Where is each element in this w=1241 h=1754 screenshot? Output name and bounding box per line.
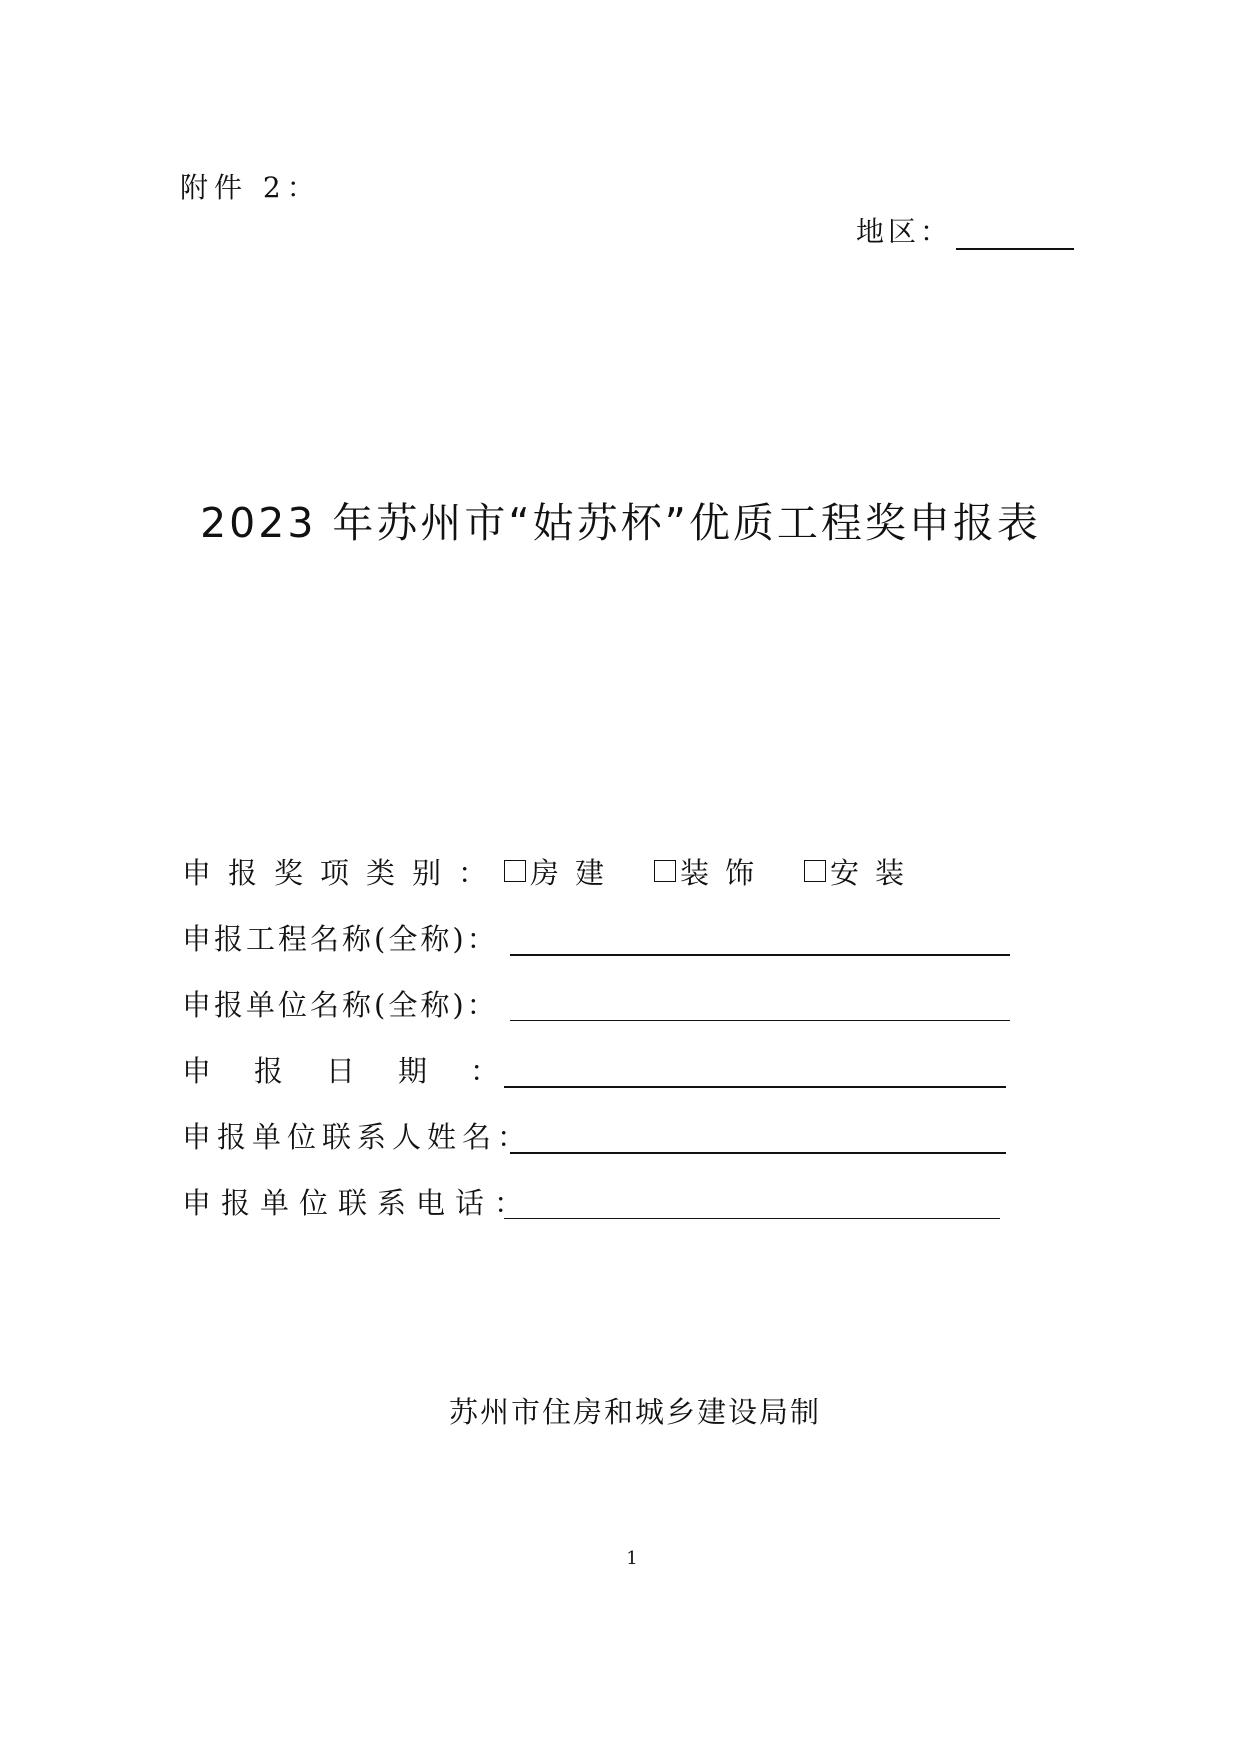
category-option-decoration[interactable]	[654, 851, 770, 892]
application-form	[182, 838, 1082, 1234]
date-input-line[interactable]	[504, 1086, 1006, 1088]
page-title: 2023 年苏州市“姑苏杯”优质工程奖申报表	[200, 499, 1041, 547]
page-number: 1	[626, 1548, 638, 1569]
project-name-label: 申报工程名称(全称)：	[182, 921, 499, 956]
issuer-text: 苏州市住房和城乡建设局制	[448, 1395, 821, 1429]
project-name-row	[182, 904, 1082, 970]
contact-phone-input-line[interactable]	[504, 1218, 1000, 1219]
checkbox-icon[interactable]	[654, 860, 676, 882]
category-option-installation[interactable]	[804, 851, 920, 892]
category-option-label: 安装	[830, 855, 921, 890]
unit-name-row	[182, 970, 1082, 1036]
contact-phone-row	[182, 1168, 1082, 1234]
contact-name-row	[182, 1102, 1082, 1168]
category-option-label: 装饰	[680, 855, 771, 890]
category-option-label: 房建	[530, 855, 621, 890]
contact-phone-label: 申报单位联系电话：	[182, 1185, 534, 1220]
attachment-label: 附件 2：	[180, 171, 321, 204]
date-label: 申报日期：	[182, 1053, 543, 1088]
category-label: 申报奖项类别：	[182, 855, 505, 890]
category-options	[504, 851, 954, 892]
category-option-building[interactable]	[504, 851, 620, 892]
unit-name-label: 申报单位名称(全称)：	[182, 987, 499, 1022]
project-name-input-line[interactable]	[510, 954, 1010, 956]
unit-name-input-line[interactable]	[510, 1020, 1010, 1021]
date-row	[182, 1036, 1082, 1102]
contact-name-label: 申报单位联系人姓名：	[182, 1119, 533, 1154]
region-field	[856, 210, 1074, 250]
category-row	[182, 838, 1082, 904]
checkbox-icon[interactable]	[804, 860, 826, 882]
checkbox-icon[interactable]	[504, 860, 526, 882]
region-input-line[interactable]	[956, 218, 1074, 250]
region-label: 地区：	[856, 215, 953, 248]
contact-name-input-line[interactable]	[510, 1152, 1006, 1154]
